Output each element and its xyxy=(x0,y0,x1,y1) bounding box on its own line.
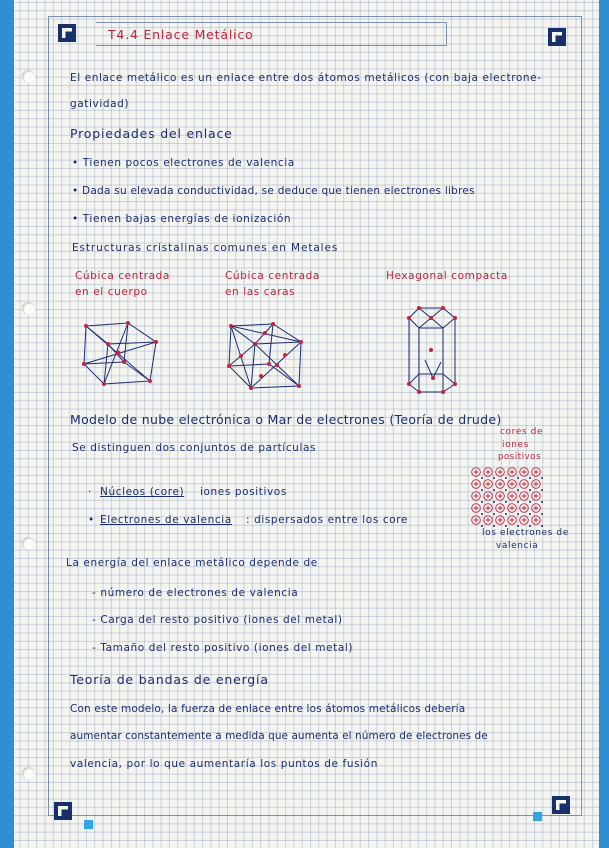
plus-sign xyxy=(534,506,539,511)
electron-dot xyxy=(481,525,483,527)
electron-dot xyxy=(529,513,531,515)
particle-item-bullet: · xyxy=(88,486,92,498)
particle-desc-cores: iones positivos xyxy=(200,486,287,498)
plus-sign xyxy=(474,494,479,499)
plus-sign xyxy=(474,470,479,475)
hcp-prism-diagram xyxy=(405,304,465,394)
electron-dot xyxy=(541,477,543,479)
energy-heading: La energía del enlace metálico depende de xyxy=(66,557,318,569)
notebook-logo-icon xyxy=(548,28,566,46)
plus-sign xyxy=(498,482,503,487)
binder-hole xyxy=(22,70,35,83)
plus-sign xyxy=(498,470,503,475)
notebook-logo-icon xyxy=(58,24,76,42)
particle-term-cores: Núcleos (core) xyxy=(100,486,185,498)
property-item: • Dada su elevada conductividad, se deduce que tienen electrones libres xyxy=(72,185,475,197)
particle-item-bullet: • xyxy=(88,514,95,526)
electron-dot xyxy=(517,501,519,503)
binder-hole xyxy=(22,302,35,315)
plus-sign xyxy=(498,506,503,511)
structure-label-fcc: Cúbica centrada xyxy=(225,270,320,282)
plus-sign xyxy=(510,470,515,475)
ion-grid xyxy=(472,468,543,527)
structure-label-hcp: Hexagonal compacta xyxy=(386,270,508,282)
plus-sign xyxy=(510,518,515,523)
electron-dot xyxy=(517,525,519,527)
electron-dot xyxy=(493,513,495,515)
electron-dot xyxy=(541,489,543,491)
energy-item: - número de electrones de valencia xyxy=(92,587,299,599)
electron-dot xyxy=(505,489,507,491)
plus-sign xyxy=(522,470,527,475)
electron-dot xyxy=(505,513,507,515)
blue-square-mark xyxy=(533,812,542,821)
electron-dot xyxy=(529,525,531,527)
structure-label-bcc-sub: en el cuerpo xyxy=(75,286,148,298)
plus-sign xyxy=(474,518,479,523)
electrons-label-line1: los electrones de xyxy=(482,528,569,538)
structure-label-fcc-sub: en las caras xyxy=(225,286,296,298)
structure-label-bcc: Cúbica centrada xyxy=(75,270,170,282)
structures-heading: Estructuras cristalinas comunes en Metales xyxy=(72,242,339,254)
electron-dot xyxy=(541,513,543,515)
electron-dot xyxy=(493,525,495,527)
plus-sign xyxy=(498,494,503,499)
fcc-cube-diagram xyxy=(225,320,310,392)
electron-dot xyxy=(481,513,483,515)
bands-line-3: valencia, por lo que aumentaría los puntos de fusión xyxy=(70,758,378,770)
electron-dot xyxy=(493,477,495,479)
page-title: T4.4 Enlace Metálico xyxy=(108,27,254,42)
plus-sign xyxy=(474,506,479,511)
property-item: • Tienen pocos electrones de valencia xyxy=(72,157,295,169)
bands-heading: Teoría de bandas de energía xyxy=(70,672,269,687)
plus-sign xyxy=(486,482,491,487)
notebook-logo-icon xyxy=(54,802,72,820)
plus-sign xyxy=(534,494,539,499)
electron-dot xyxy=(505,525,507,527)
electron-dot xyxy=(481,501,483,503)
bcc-cube-diagram xyxy=(78,318,163,390)
intro-line-2: gatividad) xyxy=(70,98,130,110)
electron-dot xyxy=(505,501,507,503)
electron-dot xyxy=(541,525,543,527)
property-item: • Tienen bajas energías de ionización xyxy=(72,213,292,225)
electron-dot xyxy=(517,489,519,491)
model-heading: Modelo de nube electrónica o Mar de electrones (Teoría de drude) xyxy=(70,412,502,427)
cores-label-line3: positivos xyxy=(498,452,542,462)
electron-dot xyxy=(541,501,543,503)
particle-term-electrons: Electrones de valencia xyxy=(100,514,232,526)
energy-item: - Carga del resto positivo (iones del metal) xyxy=(92,614,343,626)
plus-sign xyxy=(510,506,515,511)
plus-sign xyxy=(486,470,491,475)
properties-heading: Propiedades del enlace xyxy=(70,126,233,141)
electron-dot xyxy=(529,477,531,479)
energy-item: - Tamaño del resto positivo (iones del metal) xyxy=(92,642,354,654)
plus-sign xyxy=(498,518,503,523)
plus-sign xyxy=(474,482,479,487)
particle-desc-electrons: : dispersados entre los core xyxy=(246,514,408,526)
plus-sign xyxy=(534,518,539,523)
plus-sign xyxy=(510,494,515,499)
bands-line-1: Con este modelo, la fuerza de enlace entre los átomos metálicos debería xyxy=(70,703,466,715)
cores-label-line2: iones xyxy=(502,440,529,450)
electrons-label-line2: valencia xyxy=(496,541,539,551)
plus-sign xyxy=(534,470,539,475)
binder-hole xyxy=(22,537,35,550)
blue-square-mark xyxy=(84,820,93,829)
plus-sign xyxy=(522,506,527,511)
electron-dot xyxy=(517,513,519,515)
model-subheading: Se distinguen dos conjuntos de partículas xyxy=(72,442,317,454)
electron-dot xyxy=(493,501,495,503)
plus-sign xyxy=(522,494,527,499)
plus-sign xyxy=(522,482,527,487)
plus-sign xyxy=(522,518,527,523)
plus-sign xyxy=(534,482,539,487)
electron-dot xyxy=(517,477,519,479)
cores-label-line1: cores de xyxy=(500,427,544,437)
left-edge-strip xyxy=(0,0,14,848)
notebook-logo-icon xyxy=(552,796,570,814)
plus-sign xyxy=(486,518,491,523)
plus-sign xyxy=(486,494,491,499)
plus-sign xyxy=(510,482,515,487)
electron-dot xyxy=(493,489,495,491)
electron-dot xyxy=(481,489,483,491)
electron-dot xyxy=(529,501,531,503)
right-edge-strip xyxy=(599,0,609,848)
electron-dot xyxy=(529,489,531,491)
electron-sea-diagram xyxy=(470,466,542,526)
plus-sign xyxy=(486,506,491,511)
electron-dot xyxy=(481,477,483,479)
bands-line-2: aumentar constantemente a medida que aumenta el número de electrones de xyxy=(70,730,488,742)
intro-line-1: El enlace metálico es un enlace entre dos átomos metálicos (con baja electrone- xyxy=(70,72,542,84)
binder-hole xyxy=(22,767,35,780)
electron-dot xyxy=(505,477,507,479)
